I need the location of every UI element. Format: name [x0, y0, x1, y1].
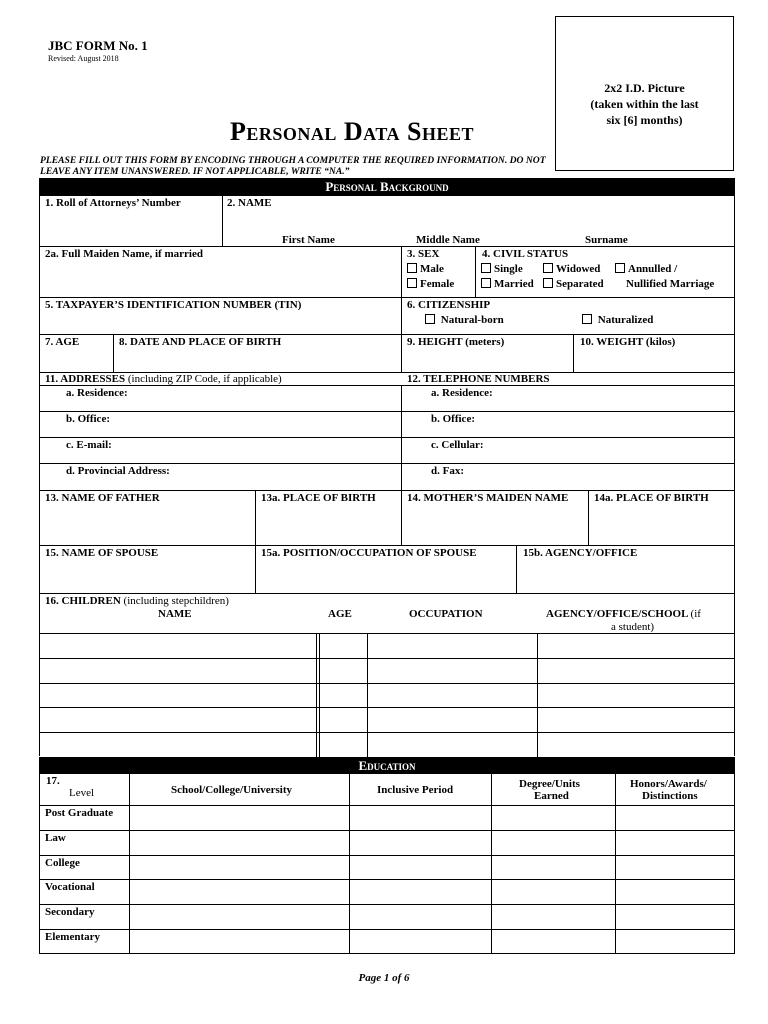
age-label: 7. AGE [45, 336, 80, 348]
widowed-label: Widowed [556, 263, 601, 275]
addr-email-label: c. E-mail: [66, 439, 112, 451]
checkbox-icon[interactable] [481, 263, 491, 273]
father-label: 13. NAME OF FATHER [45, 492, 160, 504]
sex-female-option[interactable] [407, 278, 454, 290]
tel-residence-label: a. Residence: [431, 387, 493, 399]
status-single-option[interactable] [481, 263, 523, 275]
sex-label: 3. SEX [407, 248, 440, 260]
civil-status-label: 4. CIVIL STATUS [482, 248, 569, 260]
weight-label: 10. WEIGHT (kilos) [580, 336, 676, 348]
surname-label: Surname [585, 234, 628, 246]
edu-level-law: Law [45, 832, 66, 844]
status-widowed-option[interactable] [543, 263, 600, 275]
children-title: 16. CHILDREN [45, 595, 121, 607]
section-band-education: Education [39, 757, 735, 774]
edu-level-elementary: Elementary [45, 931, 100, 943]
children-col-agency [546, 608, 701, 620]
nullified-label: Nullified Marriage [626, 278, 715, 290]
naturalized-option[interactable] [582, 314, 653, 326]
edu-level-post-graduate: Post Graduate [45, 807, 114, 819]
naturalized-label: Naturalized [597, 314, 654, 326]
checkbox-icon[interactable] [543, 278, 553, 288]
form-number: JBC FORM No. 1 [48, 38, 148, 53]
edu-col-honors-line1: Honors/Awards/ [630, 778, 707, 790]
photo-caption-line: (taken within the last [590, 97, 699, 111]
edu-level-college: College [45, 857, 80, 869]
checkbox-icon[interactable] [407, 278, 417, 288]
children-col-age: AGE [328, 608, 352, 620]
checkbox-icon[interactable] [481, 278, 491, 288]
checkbox-icon[interactable] [407, 263, 417, 273]
children-col-agency-note: (if [690, 608, 701, 620]
edu-col-level: Level [69, 787, 95, 799]
tin-label: 5. TAXPAYER’S IDENTIFICATION NUMBER (TIN) [45, 299, 302, 311]
spouse-agency-label: 15b. AGENCY/OFFICE [523, 547, 638, 559]
phones-label: 12. TELEPHONE NUMBERS [407, 373, 550, 385]
children-col-occupation: OCCUPATION [409, 608, 483, 620]
addr-provincial-label: d. Provincial Address: [66, 465, 170, 477]
page-title: Personal Data Sheet [230, 117, 474, 146]
addr-residence-label: a. Residence: [66, 387, 128, 399]
middle-name-label: Middle Name [416, 234, 480, 246]
status-annulled-option[interactable] [615, 263, 677, 275]
dob-label: 8. DATE AND PLACE OF BIRTH [119, 336, 282, 348]
checkbox-icon[interactable] [425, 314, 435, 324]
height-label: 9. HEIGHT (meters) [407, 336, 505, 348]
photo-caption-line: six [6] months) [606, 113, 683, 127]
tel-office-label: b. Office: [431, 413, 475, 425]
children-note: (including stepchildren) [123, 595, 229, 607]
photo-caption-line: 2x2 I.D. Picture [604, 81, 685, 95]
married-label: Married [494, 278, 534, 290]
edu-col-period: Inclusive Period [377, 784, 454, 796]
education-item-no: 17. [46, 775, 60, 787]
edu-col-school: School/College/University [171, 784, 292, 796]
separated-label: Separated [556, 278, 604, 290]
revision-date: Revised: August 2018 [48, 54, 119, 63]
sex-male-option[interactable] [407, 263, 444, 275]
addresses-title: 11. ADDRESSES [45, 373, 126, 385]
tel-cellular-label: c. Cellular: [431, 439, 484, 451]
maiden-name-label: 2a. Full Maiden Name, if married [45, 248, 203, 260]
checkbox-icon[interactable] [543, 263, 553, 273]
status-married-option[interactable] [481, 278, 534, 290]
page-number: Page 1 of 6 [358, 972, 410, 984]
annulled-label: Annulled / [628, 263, 678, 275]
status-separated-option[interactable] [543, 278, 604, 290]
photo-box[interactable] [555, 16, 734, 171]
mother-pob-label: 14a. PLACE OF BIRTH [594, 492, 709, 504]
addresses-note: (including ZIP Code, if applicable) [127, 373, 282, 385]
single-label: Single [494, 263, 523, 275]
male-label: Male [420, 263, 444, 275]
natural-born-label: Natural-born [440, 314, 504, 326]
roll-label: 1. Roll of Attorneys’ Number [45, 197, 181, 209]
father-pob-label: 13a. PLACE OF BIRTH [261, 492, 376, 504]
first-name-label: First Name [282, 234, 335, 246]
edu-col-degree-line2: Earned [534, 790, 569, 802]
addresses-label [45, 373, 282, 385]
spouse-position-label: 15a. POSITION/OCCUPATION OF SPOUSE [261, 547, 477, 559]
children-col-agency-note2: a student) [611, 621, 655, 633]
natural-born-option[interactable] [425, 314, 504, 326]
edu-level-vocational: Vocational [45, 881, 95, 893]
children-label [45, 595, 229, 607]
spouse-label: 15. NAME OF SPOUSE [45, 547, 159, 559]
edu-level-secondary: Secondary [45, 906, 95, 918]
addr-office-label: b. Office: [66, 413, 110, 425]
name-label: 2. NAME [227, 197, 272, 209]
edu-col-honors-line2: Distinctions [642, 790, 698, 802]
instructions: PLEASE FILL OUT THIS FORM BY ENCODING THROUGH A COMPUTER THE REQUIRED INFORMATION. DO NOT LEAVE ANY ITEM UNANSWERED. IF NOT APPLICABLE, WRITE “NA.” [40, 155, 546, 177]
education-grid [39, 774, 735, 954]
children-col-name: NAME [158, 608, 192, 620]
children-col-agency-title: AGENCY/OFFICE/SCHOOL [546, 608, 688, 620]
mother-label: 14. MOTHER’S MAIDEN NAME [407, 492, 569, 504]
section-band-personal: Personal Background [39, 178, 735, 196]
edu-col-degree-line1: Degree/Units [519, 778, 580, 790]
citizenship-label: 6. CITIZENSHIP [407, 299, 491, 311]
checkbox-icon[interactable] [615, 263, 625, 273]
checkbox-icon[interactable] [582, 314, 592, 324]
female-label: Female [420, 278, 455, 290]
photo-caption [556, 80, 733, 128]
tel-fax-label: d. Fax: [431, 465, 464, 477]
